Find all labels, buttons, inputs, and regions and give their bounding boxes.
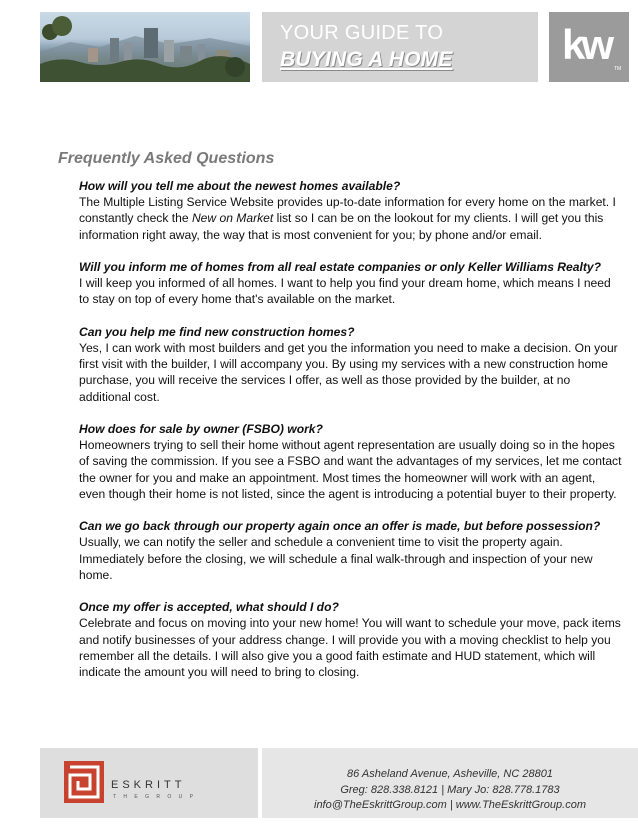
faq-item — [79, 518, 624, 583]
footer-web: info@TheEskrittGroup.com | www.TheEskrittGroup.com — [314, 799, 586, 811]
faq-question: Will you inform me of homes from all real estate companies or only Keller Williams Realty? — [79, 260, 601, 274]
city-skyline-photo — [40, 12, 250, 82]
faq-item — [79, 324, 624, 405]
footer-brand-subtitle: T H E G R O U P — [113, 794, 196, 800]
faq-question: How does for sale by owner (FSBO) work? — [79, 422, 323, 436]
guide-title-line1: YOUR GUIDE TO — [280, 22, 444, 44]
faq-item — [79, 599, 624, 680]
faq-question: How will you tell me about the newest homes available? — [79, 179, 401, 193]
faq-item — [79, 178, 624, 243]
footer-address: 86 Asheland Avenue, Asheville, NC 28801 — [347, 768, 553, 780]
section-title: Frequently Asked Questions — [58, 150, 275, 167]
footer-brand-name: ESKRITT — [111, 779, 186, 791]
kw-logo: kw — [562, 21, 611, 68]
kw-logo-trademark: TM — [614, 66, 622, 72]
faq-item — [79, 421, 624, 502]
faq-question: Once my offer is accepted, what should I do? — [79, 600, 339, 615]
faq-answer — [79, 194, 624, 243]
faq-answer-text: The Multiple Listing Service Website provides up-to-date information for every home on the market. I constantly check the — [79, 195, 616, 226]
faq-list — [79, 178, 624, 696]
faq-item — [79, 259, 624, 308]
footer-phones: Greg: 828.338.8121 | Mary Jo: 828.778.1783 — [340, 783, 560, 796]
faq-answer: Usually, we can notify the seller and schedule a convenient time to visit the property again. Immediately before the closing, we will schedule a final walk-through and inspection of your new home. — [79, 535, 593, 582]
eskritt-logo-icon — [64, 761, 104, 803]
new-on-market-emphasis: New on Market — [191, 211, 274, 226]
skyline-image — [40, 12, 250, 82]
faq-question: Can we go back through our property again once an offer is made, but before possession? — [79, 519, 601, 534]
faq-answer-text: list so I can be on the lookout for my clients. I will get you this information right away, the way that is most convenient for you; by phone and/or email. — [79, 211, 604, 242]
footer-contact — [262, 767, 638, 814]
faq-answer: Celebrate and focus on moving into your new home! You will want to schedule your move, pack items and notify businesses of your address change. I will provide you with a moving checklist to help you remember all the details. I will also give you a good faith estimate and HUD statement, which will indicate the amount you will need to bring to closing. — [79, 616, 621, 680]
faq-answer: I will keep you informed of all homes. I want to help you find your dream home, which means I need to stay on top of every home that's available on the market. — [79, 276, 611, 307]
faq-answer: Yes, I can work with most builders and get you the information you need to make a decision. On your first visit with the builder, I will accompany you. By using my services with a new construction home purchase, you will receive the services I offer, as well as those provided by the builder, at no additional cost. — [79, 341, 618, 404]
faq-question: Can you help me find new construction homes? — [79, 324, 355, 339]
guide-title-line2: BUYING A HOME — [280, 48, 453, 71]
faq-answer: Homeowners trying to sell their home without agent representation are usually doing so in the hopes of saving the commission. If you see a FSBO and want the advantages of my services, let me contact the owner for you and make an appointment. Most times the homeowner will work with an agent, even though their home is not listed, since the agent is introducing a potential buyer to their property. — [79, 438, 622, 501]
